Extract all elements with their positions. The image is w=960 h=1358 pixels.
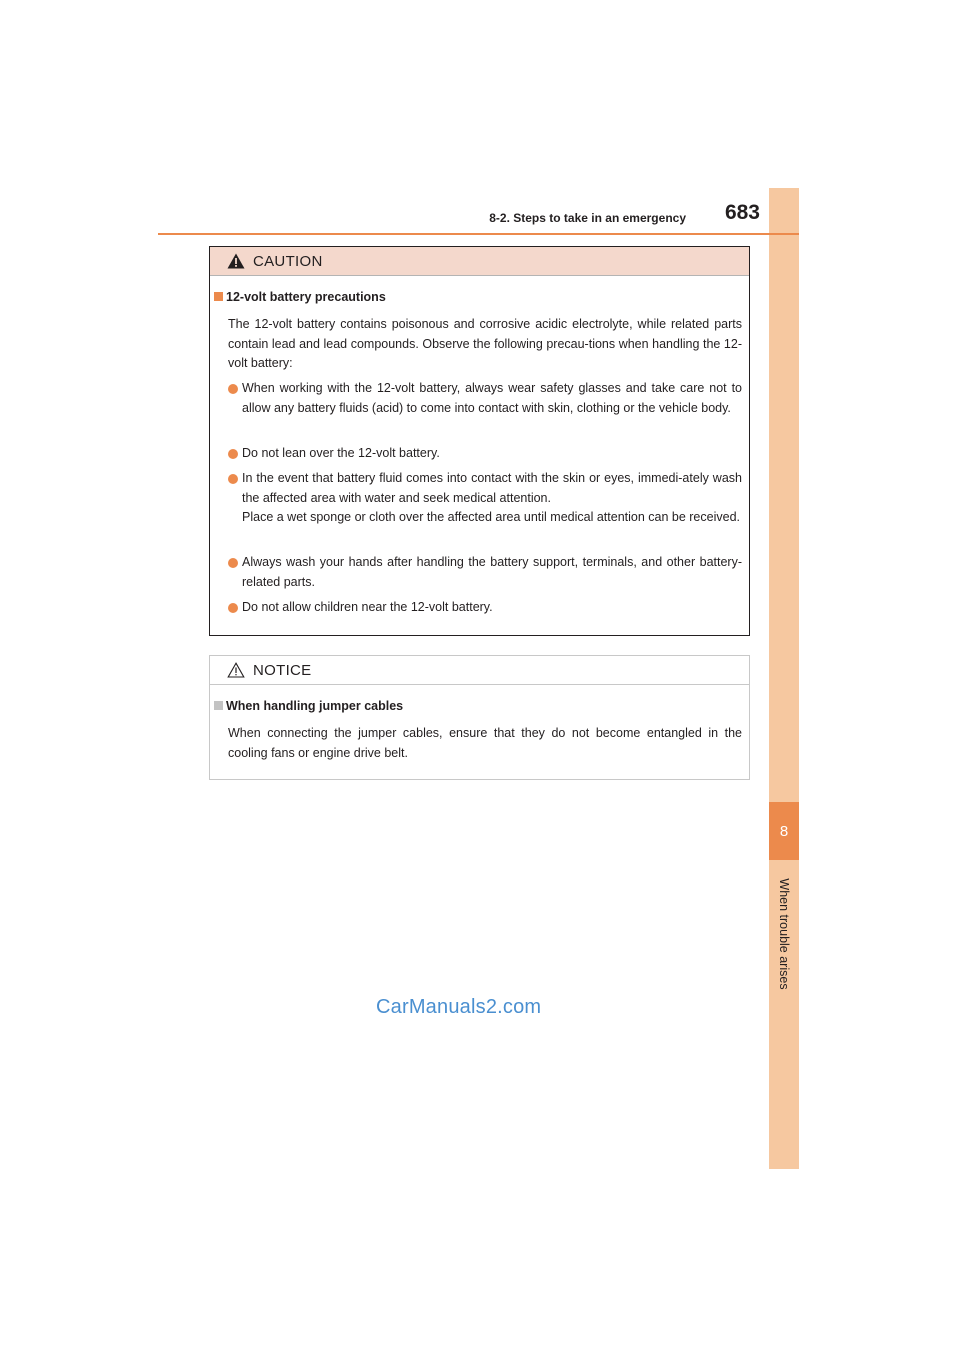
caution-bullet: Always wash your hands after handling the battery support, terminals, and other battery-related parts. (228, 553, 742, 592)
caution-bullet: When working with the 12-volt battery, always wear safety glasses and take care not to allow any battery fluids (acid) to come into contact with skin, clothing or the vehicle body. (228, 379, 742, 418)
bullet-dot-icon (228, 449, 238, 459)
caution-bullet: Do not allow children near the 12-volt battery. (228, 598, 742, 618)
bullet-dot-icon (228, 474, 238, 484)
notice-box (209, 655, 750, 780)
notice-section-title: When handling jumper cables (214, 699, 403, 713)
watermark-text: CarManuals2.com (376, 996, 542, 1018)
gray-square-icon (214, 701, 223, 710)
page-number: 683 (724, 201, 760, 224)
header-section-title: 8-2. Steps to take in an emergency (489, 211, 686, 225)
caution-bullet: Do not lean over the 12-volt battery. (228, 444, 742, 464)
orange-square-icon (214, 292, 223, 301)
bullet-dot-icon (228, 384, 238, 394)
header-rule (158, 233, 799, 235)
caution-bullet-continuation: Place a wet sponge or cloth over the affected area until medical attention can be received. (242, 510, 740, 525)
bullet-dot-icon (228, 558, 238, 568)
caution-bullet: In the event that battery fluid comes into contact with the skin or eyes, immedi-ately wash the affected area with water and seek medical attention. Place a wet sponge or cloth over the affected area until medical attention can be received. (228, 469, 742, 528)
caution-box (209, 246, 750, 636)
caution-header (210, 247, 749, 276)
notice-text: When connecting the jumper cables, ensure that they do not become entangled in the cooling fans or engine drive belt. (228, 726, 742, 760)
notice-header (210, 656, 749, 685)
warning-triangle-icon (227, 253, 245, 269)
caution-intro: The 12-volt battery contains poisonous and corrosive acidic electrolyte, while related parts contain lead and lead compounds. Observe the following precau-tions when handling the 12-volt battery: (228, 317, 742, 371)
bullet-dot-icon (228, 603, 238, 613)
caution-label: CAUTION (253, 253, 323, 270)
warning-triangle-outline-icon (227, 662, 245, 678)
chapter-number-badge: 8 (769, 802, 799, 860)
notice-label: NOTICE (253, 662, 312, 679)
side-chapter-tab (769, 188, 799, 1169)
chapter-title-vertical: When trouble arises (777, 878, 791, 990)
caution-section-title: 12-volt battery precautions (214, 290, 386, 304)
